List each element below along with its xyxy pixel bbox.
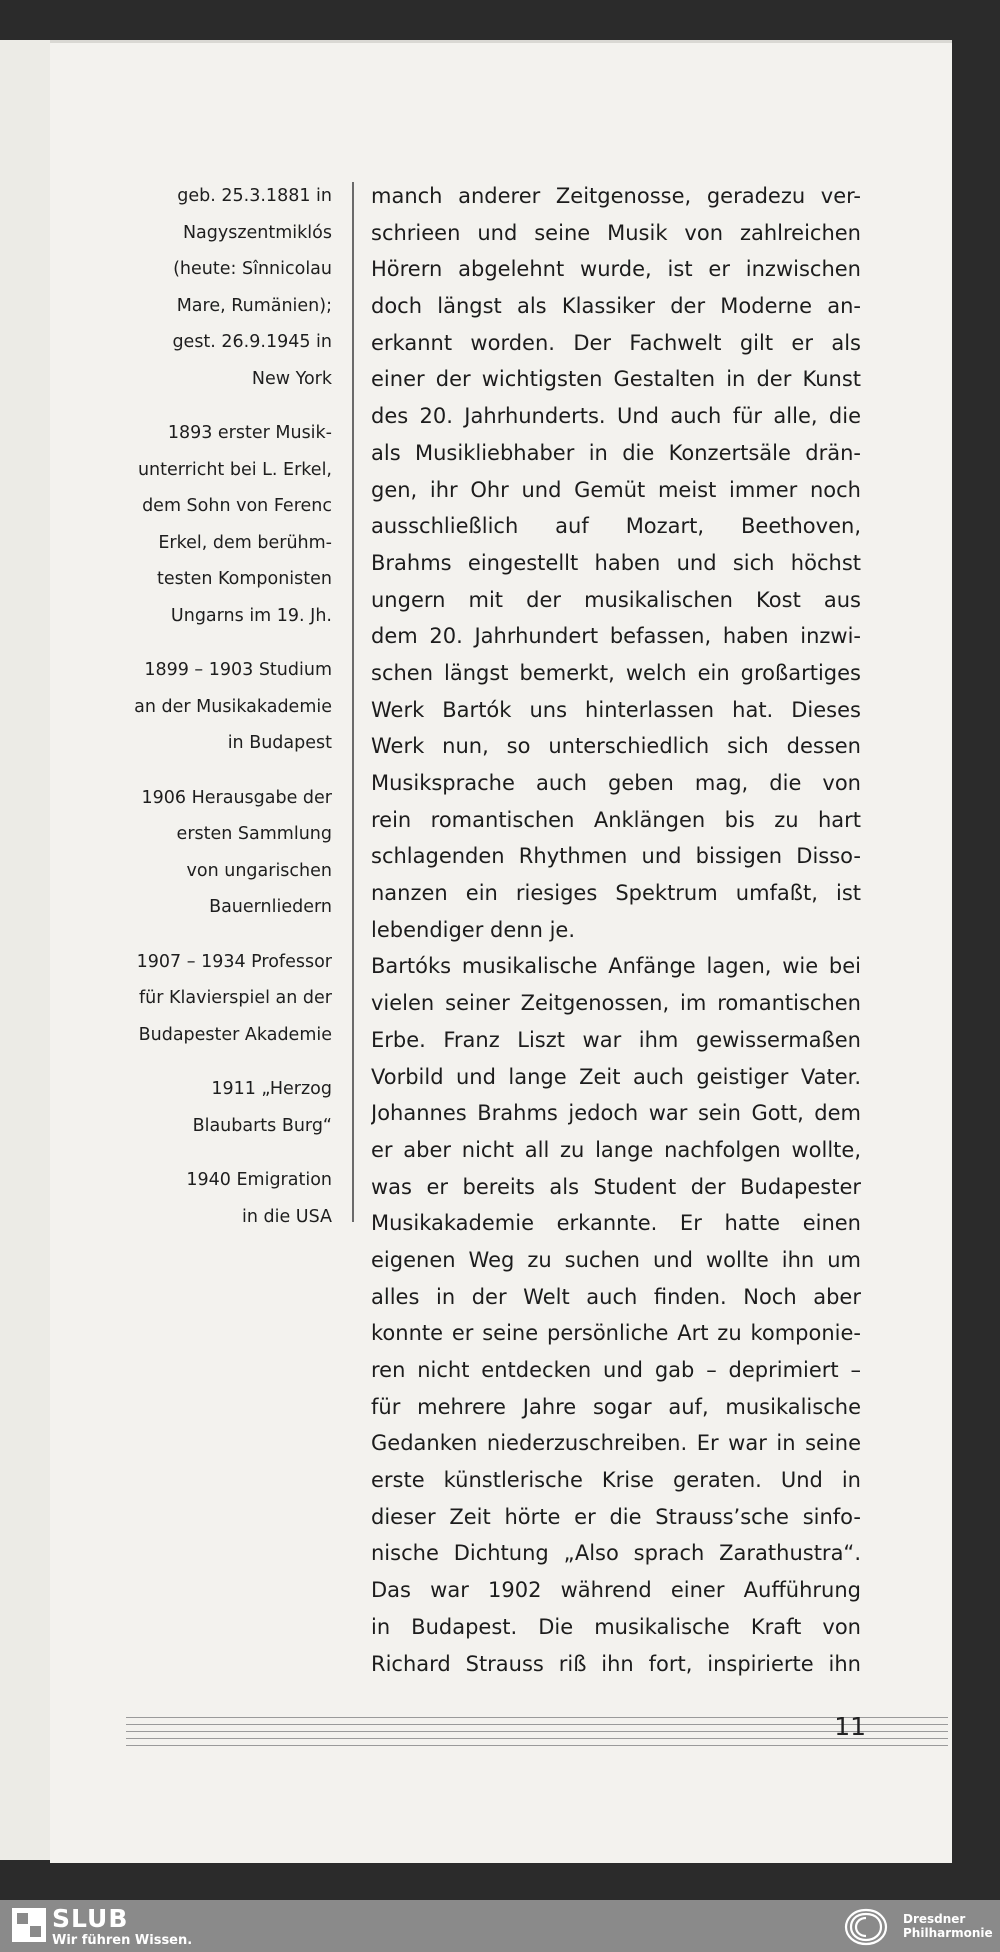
sidebar-entry [100,1071,332,1144]
body-line: dem 20. Jahrhundert befassen, haben inzwi- [371,624,861,649]
philharmonie-logo-icon [842,1906,890,1948]
body-line: alles in der Welt auch finden. Noch aber [371,1284,861,1309]
sidebar-entry [100,944,332,1054]
facing-page-edge [0,40,52,1860]
sidebar-line: Budapester Akademie [138,1024,332,1045]
body-line: manch anderer Zeitgenosse, geradezu ver- [371,184,861,208]
slub-name: SLUB [52,1904,129,1933]
body-line: Musiksprache auch geben mag, die von [371,771,861,795]
body-line: gen, ihr Ohr und Gemüt meist immer noch [371,477,861,502]
sidebar-line: 1906 Herausgabe der [141,787,332,808]
body-line: schlagenden Rhythmen und bissigen Disso- [371,844,861,869]
body-line: Bartóks musikalische Anfänge lagen, wie bei [371,954,861,979]
sidebar-line: Erkel, dem berühm- [158,532,332,553]
page-number: 11 [834,1712,866,1741]
biography-sidebar [100,178,332,1253]
body-line: erste künstlerische Krise geraten. Und in [371,1468,861,1493]
body-line: schen längst bemerkt, welch ein großartiges [371,660,861,685]
body-line: des 20. Jahrhunderts. Und auch für alle, die [371,404,861,429]
body-line: rein romantischen Anklängen bis zu hart [371,807,861,832]
body-line: Richard Strauss riß ihn fort, inspirierte ihn [371,1651,861,1676]
sidebar-line: Ungarns im 19. Jh. [170,605,332,626]
sidebar-line: testen Komponisten [157,569,332,589]
sidebar-entry [100,415,332,634]
sidebar-line: (heute: Sînnicolau [173,259,332,279]
body-line: schrieen und seine Musik von zahlreichen [371,220,861,245]
body-line: ren nicht entdecken und gab – deprimiert – [371,1358,861,1382]
body-line: doch längst als Klassiker der Moderne an- [371,294,861,319]
philharmonie-name [903,1912,993,1940]
sidebar-line: ersten Sammlung [176,824,332,844]
body-line: konnte er seine persönliche Art zu komponie- [371,1321,861,1346]
body-line: lebendiger denn je. [371,917,576,942]
body-line: dieser Zeit hörte er die Strauss’sche sinfo- [371,1504,861,1529]
body-line: Werk nun, so unterschiedlich sich dessen [371,734,861,759]
sidebar-line: Mare, Rumänien); [176,295,332,316]
body-line: Gedanken niederzuschreiben. Er war in seine [371,1431,861,1456]
sidebar-line: in die USA [241,1206,332,1227]
body-line: ausschließlich auf Mozart, Beethoven, [371,514,861,539]
body-line: Erbe. Franz Liszt war ihm gewissermaßen [371,1027,861,1052]
slub-tagline: Wir führen Wissen. [52,1933,193,1948]
body-line: nanzen ein riesiges Spektrum umfaßt, ist [371,881,861,906]
sidebar-entry [100,780,332,926]
slub-logo-icon [12,1908,46,1942]
sidebar-line: 1899 – 1903 Studium [144,660,332,680]
body-line: nische Dichtung „Also sprach Zarathustra“. [371,1541,861,1566]
body-line: ungern mit der musikalischen Kost aus [371,587,861,612]
body-line: für mehrere Jahre sogar auf, musikalische [371,1394,861,1419]
body-line: Werk Bartók uns hinterlassen hat. Dieses [371,697,861,722]
sidebar-line: von ungarischen [186,860,332,881]
body-line: erkannt worden. Der Fachwelt gilt er als [371,330,861,355]
sidebar-entry [100,178,332,397]
footer-bar [0,1900,1000,1952]
sidebar-line: gest. 26.9.1945 in [172,332,332,352]
sidebar-line: Nagyszentmiklós [182,222,332,243]
sidebar-line: in Budapest [227,733,332,753]
main-text-column [371,178,861,1682]
sidebar-entry [100,652,332,762]
body-line: Musikakademie erkannte. Er hatte einen [371,1211,861,1236]
body-line: eigenen Weg zu suchen und wollte ihn um [371,1247,861,1272]
body-line: als Musikliebhaber in die Konzertsäle drän- [371,440,861,465]
sidebar-line: New York [251,368,332,389]
body-line: in Budapest. Die musikalische Kraft von [371,1614,861,1639]
sidebar-line: 1940 Emigration [186,1170,332,1190]
sidebar-line: dem Sohn von Ferenc [142,496,332,516]
body-line: Johannes Brahms jedoch war sein Gott, dem [371,1101,861,1126]
sidebar-line: unterricht bei L. Erkel, [137,459,332,480]
body-line: was er bereits als Student der Budapester [371,1174,861,1199]
body-line: einer der wichtigsten Gestalten in der Kunst [371,367,861,392]
body-line: Brahms eingestellt haben und sich höchst [371,550,861,575]
body-line: Das war 1902 während einer Aufführung [371,1578,861,1603]
sidebar-line: für Klavierspiel an der [139,988,332,1008]
body-line: Vorbild und lange Zeit auch geistiger Vater. [371,1064,861,1089]
sidebar-line: Bauernliedern [209,897,332,917]
body-line: er aber nicht all zu lange nachfolgen wollte, [371,1137,861,1162]
sidebar-line: geb. 25.3.1881 in [177,186,332,206]
philharmonie-line-1: Dresdner [903,1912,966,1926]
sidebar-line: 1911 „Herzog [211,1079,332,1099]
body-line: vielen seiner Zeitgenossen, im romantischen [371,991,861,1016]
philharmonie-line-2: Philharmonie [903,1926,993,1940]
sidebar-line: Blaubarts Burg“ [192,1115,332,1136]
sidebar-line: 1893 erster Musik- [167,423,332,443]
sidebar-line: 1907 – 1934 Professor [136,951,332,972]
body-line: Hörern abgelehnt wurde, ist er inzwischen [371,257,861,282]
sidebar-line: an der Musikakademie [134,696,332,717]
column-divider [352,182,354,1222]
sidebar-entry [100,1162,332,1235]
